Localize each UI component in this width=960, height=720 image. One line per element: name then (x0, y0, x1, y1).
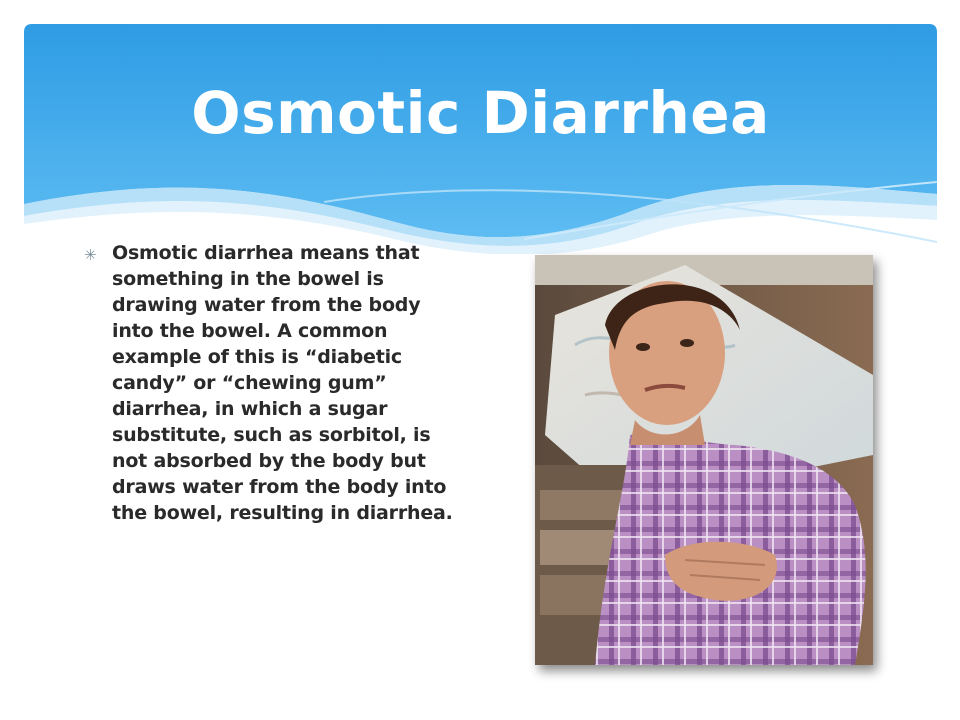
page-title: Osmotic Diarrhea (191, 79, 770, 147)
title-banner (24, 24, 937, 254)
photo-illustration (535, 255, 873, 665)
list-item (84, 240, 464, 526)
boy-holding-stomach-photo (535, 255, 873, 665)
asterisk-bullet-icon: ✳ (84, 246, 97, 264)
bullet-list (84, 240, 464, 526)
bullet-text: Osmotic diarrhea means that something in the bowel is drawing water from the body into the bowel. A common example of this is “diabetic candy” or “chewing gum” diarrhea, in which a sugar substitute, such as sorbitol, is not absorbed by the body but draws water from the body into the bowel, resulting in diarrhea. (112, 242, 453, 524)
